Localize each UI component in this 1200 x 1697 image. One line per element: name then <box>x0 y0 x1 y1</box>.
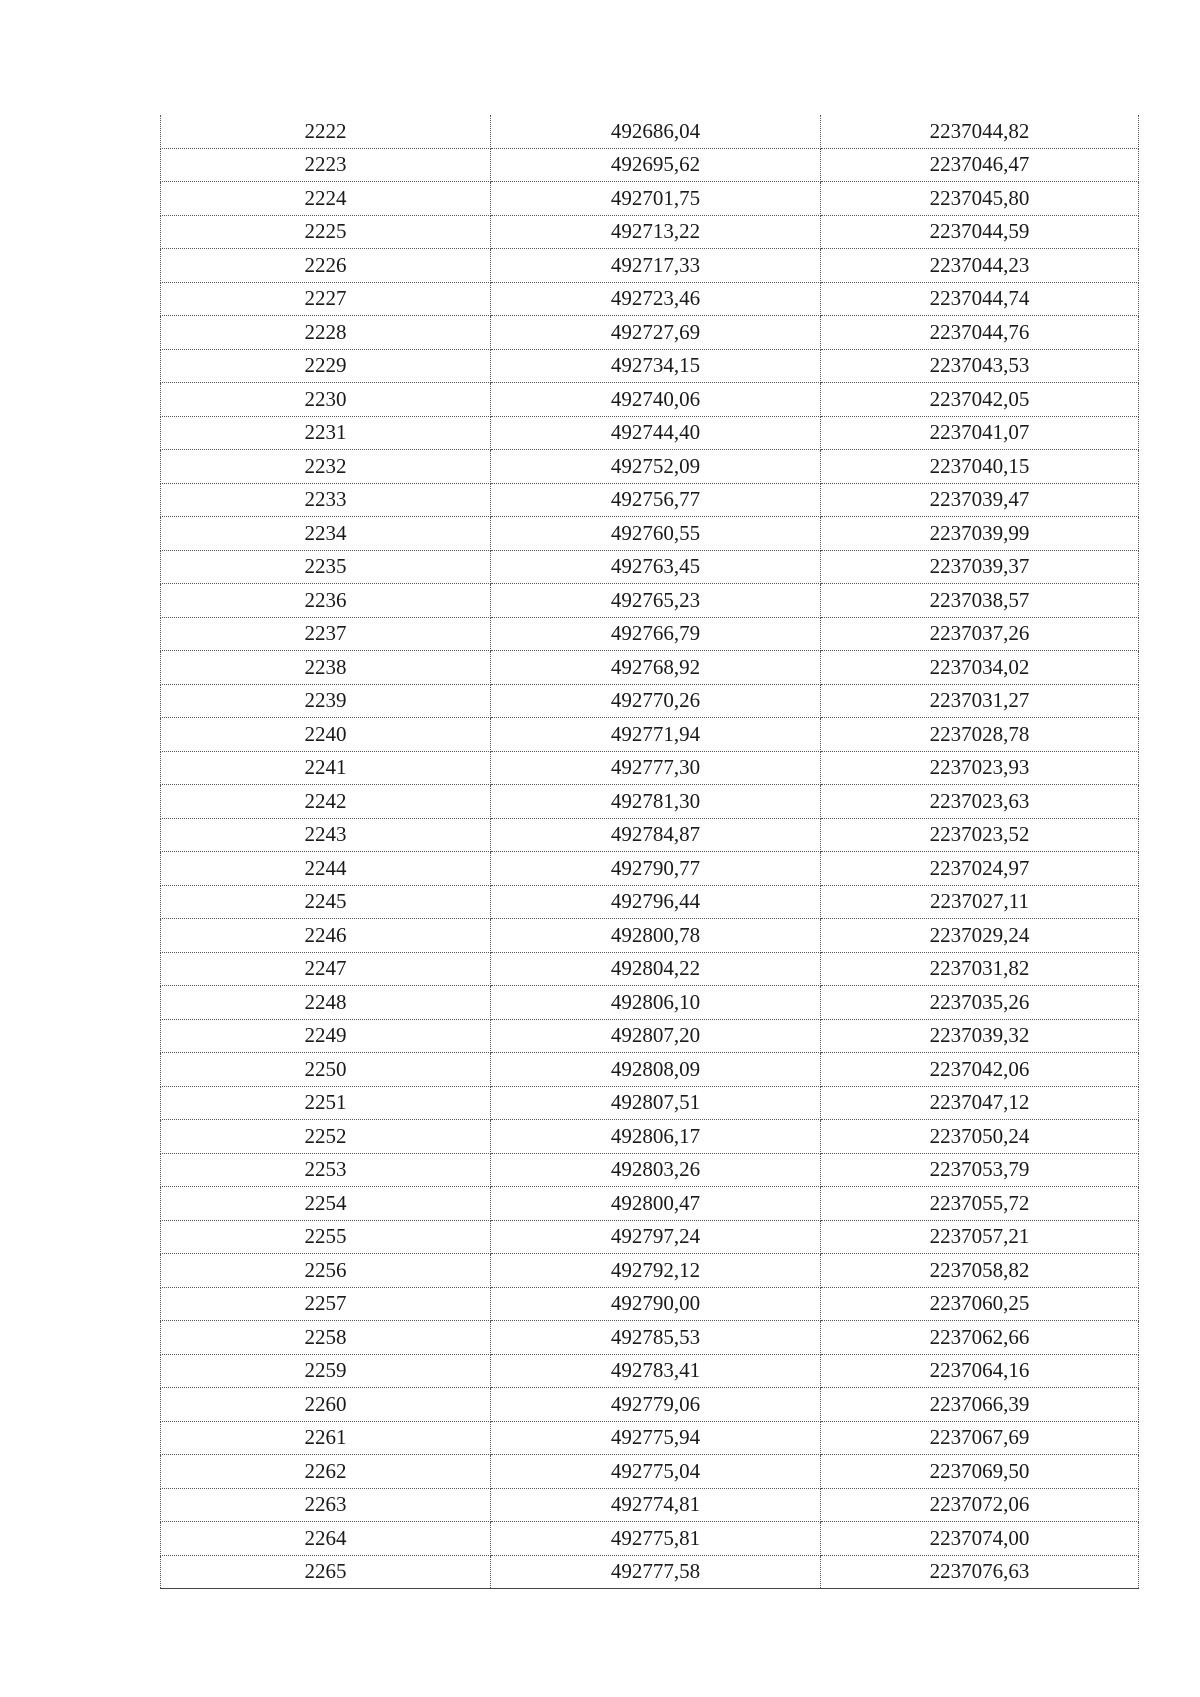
table-row <box>161 1220 1139 1254</box>
y-coordinate-cell: 2237038,57 <box>821 584 1139 618</box>
y-coordinate-cell: 2237043,53 <box>821 349 1139 383</box>
point-number-cell: 2232 <box>161 450 491 484</box>
table-row <box>161 148 1139 182</box>
y-coordinate-cell: 2237044,23 <box>821 249 1139 283</box>
x-coordinate-cell: 492804,22 <box>491 952 821 986</box>
y-coordinate-cell: 2237050,24 <box>821 1120 1139 1154</box>
y-coordinate-cell: 2237072,06 <box>821 1488 1139 1522</box>
point-number-cell: 2240 <box>161 718 491 752</box>
table-row <box>161 517 1139 551</box>
table-row <box>161 718 1139 752</box>
x-coordinate-cell: 492775,04 <box>491 1455 821 1489</box>
point-number-cell: 2254 <box>161 1187 491 1221</box>
table-row <box>161 349 1139 383</box>
y-coordinate-cell: 2237028,78 <box>821 718 1139 752</box>
point-number-cell: 2243 <box>161 818 491 852</box>
point-number-cell: 2222 <box>161 115 491 148</box>
point-number-cell: 2259 <box>161 1354 491 1388</box>
table-row <box>161 1053 1139 1087</box>
y-coordinate-cell: 2237042,06 <box>821 1053 1139 1087</box>
x-coordinate-cell: 492686,04 <box>491 115 821 148</box>
x-coordinate-cell: 492800,47 <box>491 1187 821 1221</box>
y-coordinate-cell: 2237034,02 <box>821 651 1139 685</box>
table-row <box>161 282 1139 316</box>
point-number-cell: 2256 <box>161 1254 491 1288</box>
table-row <box>161 584 1139 618</box>
y-coordinate-cell: 2237053,79 <box>821 1153 1139 1187</box>
y-coordinate-cell: 2237037,26 <box>821 617 1139 651</box>
point-number-cell: 2225 <box>161 215 491 249</box>
x-coordinate-cell: 492740,06 <box>491 383 821 417</box>
point-number-cell: 2238 <box>161 651 491 685</box>
x-coordinate-cell: 492800,78 <box>491 919 821 953</box>
x-coordinate-cell: 492768,92 <box>491 651 821 685</box>
y-coordinate-cell: 2237076,63 <box>821 1555 1139 1589</box>
y-coordinate-cell: 2237044,76 <box>821 316 1139 350</box>
x-coordinate-cell: 492765,23 <box>491 584 821 618</box>
y-coordinate-cell: 2237074,00 <box>821 1522 1139 1556</box>
y-coordinate-cell: 2237039,32 <box>821 1019 1139 1053</box>
y-coordinate-cell: 2237042,05 <box>821 383 1139 417</box>
point-number-cell: 2241 <box>161 751 491 785</box>
table-row <box>161 416 1139 450</box>
table-row <box>161 115 1139 148</box>
point-number-cell: 2248 <box>161 986 491 1020</box>
table-row <box>161 383 1139 417</box>
x-coordinate-cell: 492807,20 <box>491 1019 821 1053</box>
coordinates-table-body <box>161 115 1139 1589</box>
y-coordinate-cell: 2237044,82 <box>821 115 1139 148</box>
table-row <box>161 1555 1139 1589</box>
point-number-cell: 2234 <box>161 517 491 551</box>
x-coordinate-cell: 492771,94 <box>491 718 821 752</box>
table-row <box>161 852 1139 886</box>
x-coordinate-cell: 492803,26 <box>491 1153 821 1187</box>
point-number-cell: 2261 <box>161 1421 491 1455</box>
point-number-cell: 2224 <box>161 182 491 216</box>
point-number-cell: 2226 <box>161 249 491 283</box>
table-row <box>161 1187 1139 1221</box>
table-row <box>161 684 1139 718</box>
x-coordinate-cell: 492806,10 <box>491 986 821 1020</box>
x-coordinate-cell: 492796,44 <box>491 885 821 919</box>
point-number-cell: 2237 <box>161 617 491 651</box>
point-number-cell: 2227 <box>161 282 491 316</box>
table-row <box>161 751 1139 785</box>
x-coordinate-cell: 492797,24 <box>491 1220 821 1254</box>
point-number-cell: 2253 <box>161 1153 491 1187</box>
y-coordinate-cell: 2237066,39 <box>821 1388 1139 1422</box>
point-number-cell: 2230 <box>161 383 491 417</box>
table-row <box>161 1254 1139 1288</box>
y-coordinate-cell: 2237067,69 <box>821 1421 1139 1455</box>
table-row <box>161 885 1139 919</box>
y-coordinate-cell: 2237023,93 <box>821 751 1139 785</box>
table-row <box>161 952 1139 986</box>
x-coordinate-cell: 492777,30 <box>491 751 821 785</box>
x-coordinate-cell: 492779,06 <box>491 1388 821 1422</box>
point-number-cell: 2263 <box>161 1488 491 1522</box>
table-row <box>161 249 1139 283</box>
x-coordinate-cell: 492701,75 <box>491 182 821 216</box>
point-number-cell: 2260 <box>161 1388 491 1422</box>
table-row <box>161 1019 1139 1053</box>
y-coordinate-cell: 2237031,82 <box>821 952 1139 986</box>
x-coordinate-cell: 492774,81 <box>491 1488 821 1522</box>
x-coordinate-cell: 492785,53 <box>491 1321 821 1355</box>
point-number-cell: 2228 <box>161 316 491 350</box>
x-coordinate-cell: 492807,51 <box>491 1086 821 1120</box>
point-number-cell: 2264 <box>161 1522 491 1556</box>
point-number-cell: 2235 <box>161 550 491 584</box>
x-coordinate-cell: 492744,40 <box>491 416 821 450</box>
y-coordinate-cell: 2237023,52 <box>821 818 1139 852</box>
y-coordinate-cell: 2237031,27 <box>821 684 1139 718</box>
y-coordinate-cell: 2237058,82 <box>821 1254 1139 1288</box>
y-coordinate-cell: 2237060,25 <box>821 1287 1139 1321</box>
table-row <box>161 818 1139 852</box>
table-row <box>161 450 1139 484</box>
x-coordinate-cell: 492734,15 <box>491 349 821 383</box>
y-coordinate-cell: 2237057,21 <box>821 1220 1139 1254</box>
point-number-cell: 2249 <box>161 1019 491 1053</box>
x-coordinate-cell: 492775,81 <box>491 1522 821 1556</box>
y-coordinate-cell: 2237064,16 <box>821 1354 1139 1388</box>
y-coordinate-cell: 2237055,72 <box>821 1187 1139 1221</box>
table-row <box>161 215 1139 249</box>
table-row <box>161 785 1139 819</box>
table-row <box>161 550 1139 584</box>
x-coordinate-cell: 492717,33 <box>491 249 821 283</box>
table-row <box>161 1120 1139 1154</box>
y-coordinate-cell: 2237027,11 <box>821 885 1139 919</box>
y-coordinate-cell: 2237045,80 <box>821 182 1139 216</box>
point-number-cell: 2247 <box>161 952 491 986</box>
x-coordinate-cell: 492781,30 <box>491 785 821 819</box>
point-number-cell: 2245 <box>161 885 491 919</box>
point-number-cell: 2244 <box>161 852 491 886</box>
x-coordinate-cell: 492727,69 <box>491 316 821 350</box>
table-row <box>161 1455 1139 1489</box>
point-number-cell: 2229 <box>161 349 491 383</box>
y-coordinate-cell: 2237046,47 <box>821 148 1139 182</box>
table-row <box>161 1522 1139 1556</box>
y-coordinate-cell: 2237069,50 <box>821 1455 1139 1489</box>
table-row <box>161 1321 1139 1355</box>
point-number-cell: 2223 <box>161 148 491 182</box>
point-number-cell: 2252 <box>161 1120 491 1154</box>
x-coordinate-cell: 492775,94 <box>491 1421 821 1455</box>
table-row <box>161 919 1139 953</box>
point-number-cell: 2255 <box>161 1220 491 1254</box>
table-row <box>161 1388 1139 1422</box>
point-number-cell: 2236 <box>161 584 491 618</box>
x-coordinate-cell: 492784,87 <box>491 818 821 852</box>
table-row <box>161 1086 1139 1120</box>
point-number-cell: 2239 <box>161 684 491 718</box>
point-number-cell: 2231 <box>161 416 491 450</box>
table-row <box>161 182 1139 216</box>
y-coordinate-cell: 2237044,74 <box>821 282 1139 316</box>
table-row <box>161 1354 1139 1388</box>
point-number-cell: 2265 <box>161 1555 491 1589</box>
x-coordinate-cell: 492790,00 <box>491 1287 821 1321</box>
coordinates-table <box>160 115 1139 1589</box>
point-number-cell: 2233 <box>161 483 491 517</box>
y-coordinate-cell: 2237039,47 <box>821 483 1139 517</box>
table-row <box>161 1421 1139 1455</box>
x-coordinate-cell: 492808,09 <box>491 1053 821 1087</box>
table-row <box>161 986 1139 1020</box>
y-coordinate-cell: 2237023,63 <box>821 785 1139 819</box>
x-coordinate-cell: 492752,09 <box>491 450 821 484</box>
x-coordinate-cell: 492766,79 <box>491 617 821 651</box>
y-coordinate-cell: 2237024,97 <box>821 852 1139 886</box>
x-coordinate-cell: 492723,46 <box>491 282 821 316</box>
y-coordinate-cell: 2237039,99 <box>821 517 1139 551</box>
x-coordinate-cell: 492763,45 <box>491 550 821 584</box>
x-coordinate-cell: 492770,26 <box>491 684 821 718</box>
table-row <box>161 651 1139 685</box>
y-coordinate-cell: 2237029,24 <box>821 919 1139 953</box>
x-coordinate-cell: 492760,55 <box>491 517 821 551</box>
point-number-cell: 2262 <box>161 1455 491 1489</box>
y-coordinate-cell: 2237044,59 <box>821 215 1139 249</box>
y-coordinate-cell: 2237041,07 <box>821 416 1139 450</box>
y-coordinate-cell: 2237047,12 <box>821 1086 1139 1120</box>
y-coordinate-cell: 2237062,66 <box>821 1321 1139 1355</box>
point-number-cell: 2246 <box>161 919 491 953</box>
table-row <box>161 1153 1139 1187</box>
point-number-cell: 2242 <box>161 785 491 819</box>
point-number-cell: 2257 <box>161 1287 491 1321</box>
y-coordinate-cell: 2237035,26 <box>821 986 1139 1020</box>
x-coordinate-cell: 492756,77 <box>491 483 821 517</box>
x-coordinate-cell: 492695,62 <box>491 148 821 182</box>
x-coordinate-cell: 492713,22 <box>491 215 821 249</box>
y-coordinate-cell: 2237039,37 <box>821 550 1139 584</box>
y-coordinate-cell: 2237040,15 <box>821 450 1139 484</box>
table-row <box>161 316 1139 350</box>
x-coordinate-cell: 492777,58 <box>491 1555 821 1589</box>
table-row <box>161 617 1139 651</box>
x-coordinate-cell: 492792,12 <box>491 1254 821 1288</box>
point-number-cell: 2251 <box>161 1086 491 1120</box>
x-coordinate-cell: 492806,17 <box>491 1120 821 1154</box>
x-coordinate-cell: 492783,41 <box>491 1354 821 1388</box>
point-number-cell: 2250 <box>161 1053 491 1087</box>
table-row <box>161 1488 1139 1522</box>
x-coordinate-cell: 492790,77 <box>491 852 821 886</box>
table-row <box>161 1287 1139 1321</box>
point-number-cell: 2258 <box>161 1321 491 1355</box>
table-row <box>161 483 1139 517</box>
